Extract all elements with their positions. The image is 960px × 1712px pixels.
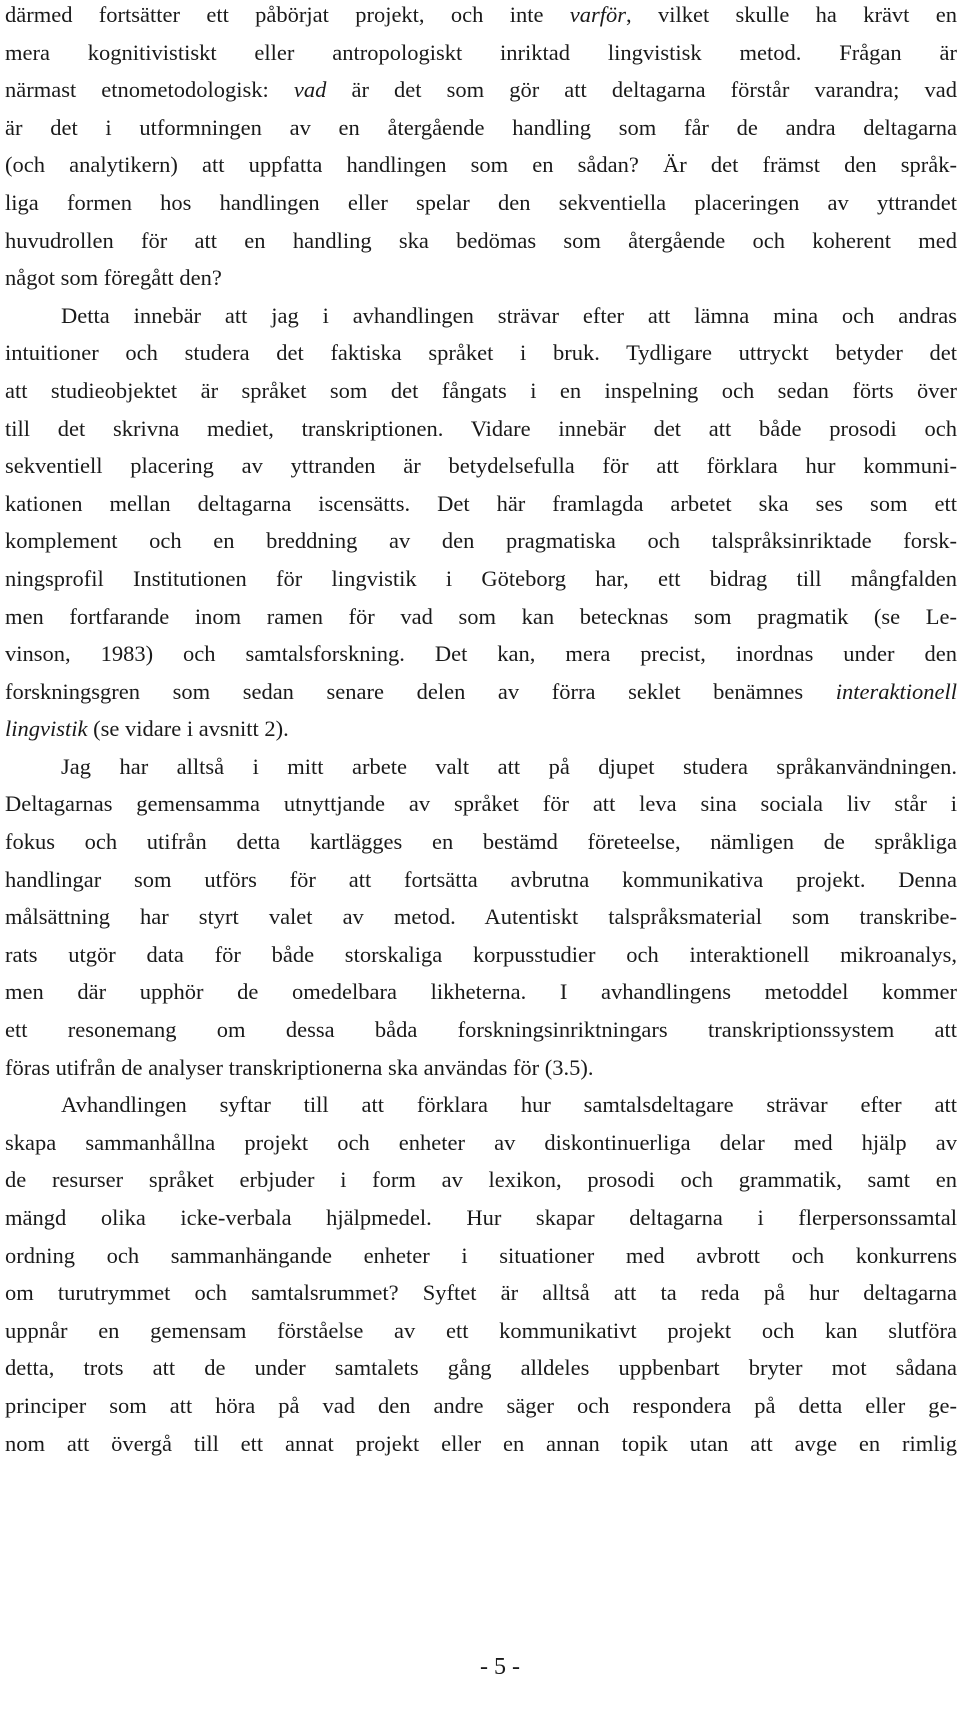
- text-run: liga formen hos handlingen eller spelar den sekventiella placeringen av yttrandet: [5, 189, 957, 215]
- text-line: [5, 1312, 957, 1350]
- text-run: rats utgör data för både storskaliga korpusstudier och interaktionell mikroanalys,: [5, 941, 957, 967]
- text-run: föras utifrån de analyser transkriptionerna ska användas för (3.5).: [5, 1054, 594, 1080]
- text-line: [5, 34, 957, 72]
- text-run: skapa sammanhållna projekt och enheter av diskontinuerliga delar med hjälp av: [5, 1129, 957, 1155]
- text-run: Detta innebär att jag i avhandlingen strävar efter att lämna mina och andras: [61, 302, 957, 328]
- text-run: Avhandlingen syftar till att förklara hur samtalsdeltagare strävar efter att: [61, 1092, 957, 1118]
- text-run: nom att övergå till ett annat projekt eller en annan topik utan att avge en rimlig: [5, 1430, 957, 1456]
- text-line: [5, 1011, 957, 1049]
- body-text: [5, 0, 957, 1462]
- text-run: målsättning har styrt valet av metod. Autentiskt talspråksmaterial som transkribe-: [5, 904, 957, 930]
- page-number: - 5 -: [480, 1654, 520, 1680]
- text-line: [5, 222, 957, 260]
- text-run: till det skrivna mediet, transkriptionen. Vidare innebär det att både prosodi och: [5, 415, 957, 441]
- text-line: [5, 1237, 957, 1275]
- text-line: [5, 785, 957, 823]
- text-line: [5, 410, 957, 448]
- text-run: mera kognitivistiskt eller antropologiskt inriktad lingvistisk metod. Frågan är: [5, 39, 957, 65]
- text-run: men där upphör de omedelbara likheterna. I avhandlingens metoddel kommer: [5, 979, 957, 1005]
- text-line: [5, 1161, 957, 1199]
- text-line: [5, 560, 957, 598]
- text-line: [5, 1199, 957, 1237]
- text-line: [5, 710, 957, 748]
- text-run: därmed fortsätter ett påbörjat projekt, och inte: [5, 2, 570, 27]
- text-run: är det som gör att deltagarna förstår varandra; vad: [326, 77, 957, 103]
- text-run: något som föregått den?: [5, 265, 222, 291]
- text-line: [5, 861, 957, 899]
- text-line: [5, 973, 957, 1011]
- text-run: forskningsgren som sedan senare delen av förra seklet benämnes: [5, 678, 836, 704]
- text-run: närmast etnometodologisk:: [5, 77, 294, 103]
- text-line: [5, 748, 957, 786]
- text-line: [5, 1387, 957, 1425]
- text-run: interaktionell: [835, 678, 957, 704]
- text-run: Jag har alltså i mitt arbete valt att på djupet studera språkanvändningen.: [61, 753, 957, 779]
- text-line: [5, 259, 957, 297]
- text-line: [5, 0, 957, 34]
- text-run: handlingar som utförs för att fortsätta avbrutna kommunikativa projekt. Denna: [5, 866, 957, 892]
- text-run: Deltagarnas gemensamma utnyttjande av språket för att leva sina sociala liv står i: [5, 791, 957, 817]
- text-run: principer som att höra på vad den andre säger och respondera på detta eller ge-: [5, 1392, 957, 1418]
- text-run: (och analytikern) att uppfatta handlingen som en sådan? Är det främst den språk-: [5, 152, 957, 178]
- text-line: [5, 1049, 957, 1087]
- text-run: vad: [293, 77, 327, 103]
- text-line: [5, 71, 957, 109]
- text-run: är det i utformningen av en återgående handling som får de andra deltagarna: [5, 114, 957, 140]
- text-run: vinson, 1983) och samtalsforskning. Det kan, mera precist, inordnas under den: [5, 641, 957, 667]
- text-line: [5, 334, 957, 372]
- text-run: uppnår en gemensam förståelse av ett kommunikativt projekt och kan slutföra: [5, 1317, 957, 1343]
- text-line: [5, 936, 957, 974]
- text-run: intuitioner och studera det faktiska språket i bruk. Tydligare uttryckt betyder det: [5, 340, 957, 366]
- text-line: [5, 522, 957, 560]
- text-line: [5, 1425, 957, 1463]
- text-run: fokus och utifrån detta kartlägges en bestämd företeelse, nämligen de språkliga: [5, 829, 957, 855]
- text-line: [5, 1349, 957, 1387]
- text-line: [5, 898, 957, 936]
- text-run: ordning och sammanhängande enheter i situationer med avbrott och konkurrens: [5, 1242, 957, 1268]
- text-run: de resurser språket erbjuder i form av lexikon, prosodi och grammatik, samt en: [5, 1167, 957, 1193]
- text-line: [5, 297, 957, 335]
- text-run: ningsprofil Institutionen för lingvistik i Göteborg har, ett bidrag till mångfalden: [5, 565, 957, 591]
- text-line: [5, 673, 957, 711]
- text-run: om turutrymmet och samtalsrummet? Syftet är alltså att ta reda på hur deltagarna: [5, 1280, 957, 1306]
- text-line: [5, 184, 957, 222]
- text-line: [5, 109, 957, 147]
- text-line: [5, 1086, 957, 1124]
- text-run: men fortfarande inom ramen för vad som kan betecknas som pragmatik (se Le-: [5, 603, 957, 629]
- text-run: (se vidare i avsnitt 2).: [87, 716, 289, 742]
- text-run: komplement och en breddning av den pragmatiska och talspråksinriktade forsk-: [5, 528, 957, 554]
- text-run: sekventiell placering av yttranden är betydelsefulla för att förklara hur kommuni-: [5, 453, 957, 479]
- text-run: huvudrollen för att en handling ska bedömas som återgående och koherent med: [5, 227, 957, 253]
- text-run: ett resonemang om dessa båda forskningsinriktningars transkriptionssystem att: [5, 1017, 957, 1043]
- text-line: [5, 635, 957, 673]
- text-run: kationen mellan deltagarna iscensätts. Det här framlagda arbetet ska ses som ett: [5, 490, 957, 516]
- text-run: mängd olika icke-verbala hjälpmedel. Hur skapar deltagarna i flerpersonssamtal: [5, 1205, 957, 1230]
- text-run: att studieobjektet är språket som det fångats i en inspelning och sedan förts över: [5, 377, 957, 403]
- text-line: [5, 1124, 957, 1162]
- text-line: [5, 372, 957, 410]
- text-run: lingvistik: [5, 716, 88, 742]
- text-line: [5, 485, 957, 523]
- text-line: [5, 447, 957, 485]
- text-run: varför: [569, 2, 627, 27]
- text-line: [5, 598, 957, 636]
- text-run: , vilket skulle ha krävt en: [626, 2, 957, 27]
- text-run: detta, trots att de under samtalets gång alldeles uppbenbart bryter mot sådana: [5, 1355, 957, 1381]
- text-line: [5, 146, 957, 184]
- text-line: [5, 1274, 957, 1312]
- text-line: [5, 823, 957, 861]
